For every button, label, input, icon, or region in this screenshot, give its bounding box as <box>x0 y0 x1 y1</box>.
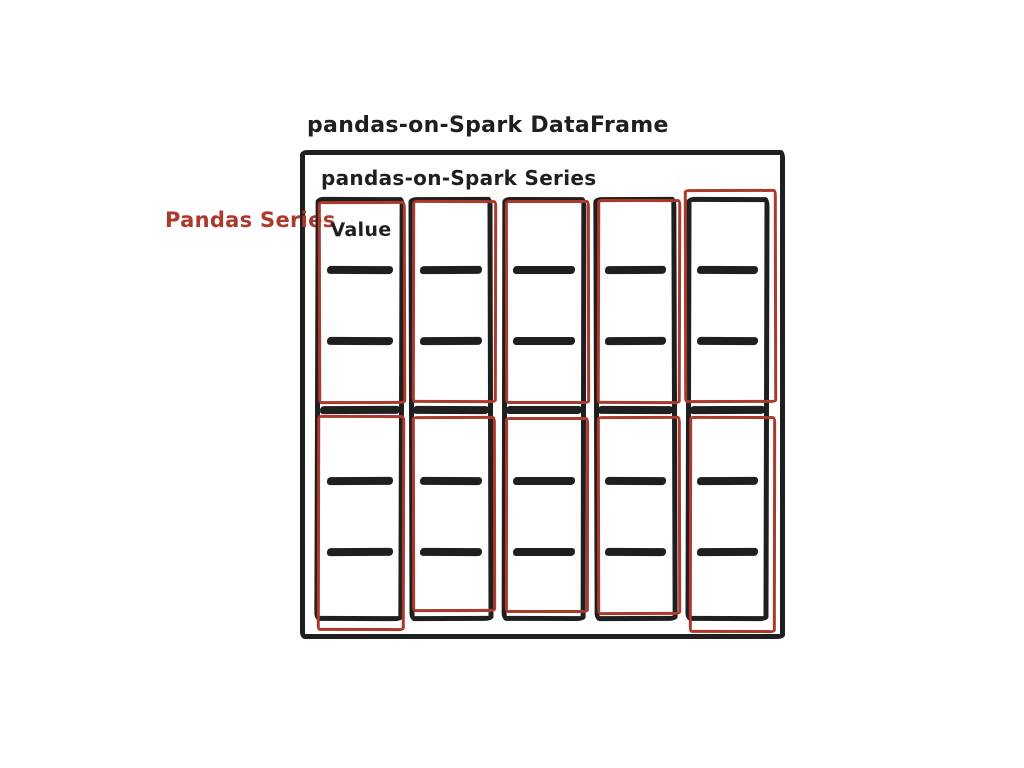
data-row-mark <box>513 477 575 485</box>
pandas-series-box-lower-2 <box>412 416 496 612</box>
pandas-series-box-lower-4 <box>597 416 681 615</box>
data-row-mark <box>327 477 393 485</box>
partition-divider-mark <box>413 406 489 414</box>
pandas-series-box-upper-4 <box>597 199 682 404</box>
data-row-mark <box>420 548 482 556</box>
data-row-mark <box>420 337 482 345</box>
partition-divider-mark <box>506 406 582 414</box>
pandas-series-box-upper-1 <box>318 201 407 404</box>
pandas-series-box-lower-1 <box>317 415 405 631</box>
data-row-mark <box>605 548 666 556</box>
data-row-mark <box>513 548 575 556</box>
pandas-series-box-lower-5 <box>689 416 776 633</box>
data-row-mark <box>327 548 393 556</box>
pandas-on-spark-series-label: pandas-on-Spark Series <box>321 166 597 190</box>
data-row-mark <box>327 266 393 274</box>
pandas-series-box-upper-3 <box>505 200 590 404</box>
pandas-series-box-upper-5 <box>684 189 777 403</box>
partition-divider-mark <box>320 406 400 414</box>
data-row-mark <box>420 266 482 274</box>
data-row-mark <box>697 337 758 345</box>
dataframe-title: pandas-on-Spark DataFrame <box>307 113 669 138</box>
data-row-mark <box>697 477 758 485</box>
data-row-mark <box>697 266 758 274</box>
data-row-mark <box>420 477 482 485</box>
value-column-header: Value <box>330 218 392 242</box>
pandas-series-box-upper-2 <box>412 200 497 403</box>
data-row-mark <box>327 337 393 345</box>
partition-divider-mark <box>598 406 673 414</box>
pandas-series-box-lower-3 <box>505 417 589 613</box>
data-row-mark <box>513 337 575 345</box>
data-row-mark <box>697 548 758 556</box>
data-row-mark <box>513 266 575 274</box>
partition-divider-mark <box>690 406 765 414</box>
pandas-series-label: Pandas Series <box>165 208 336 232</box>
data-row-mark <box>605 266 666 274</box>
data-row-mark <box>605 337 666 345</box>
data-row-mark <box>605 477 666 485</box>
